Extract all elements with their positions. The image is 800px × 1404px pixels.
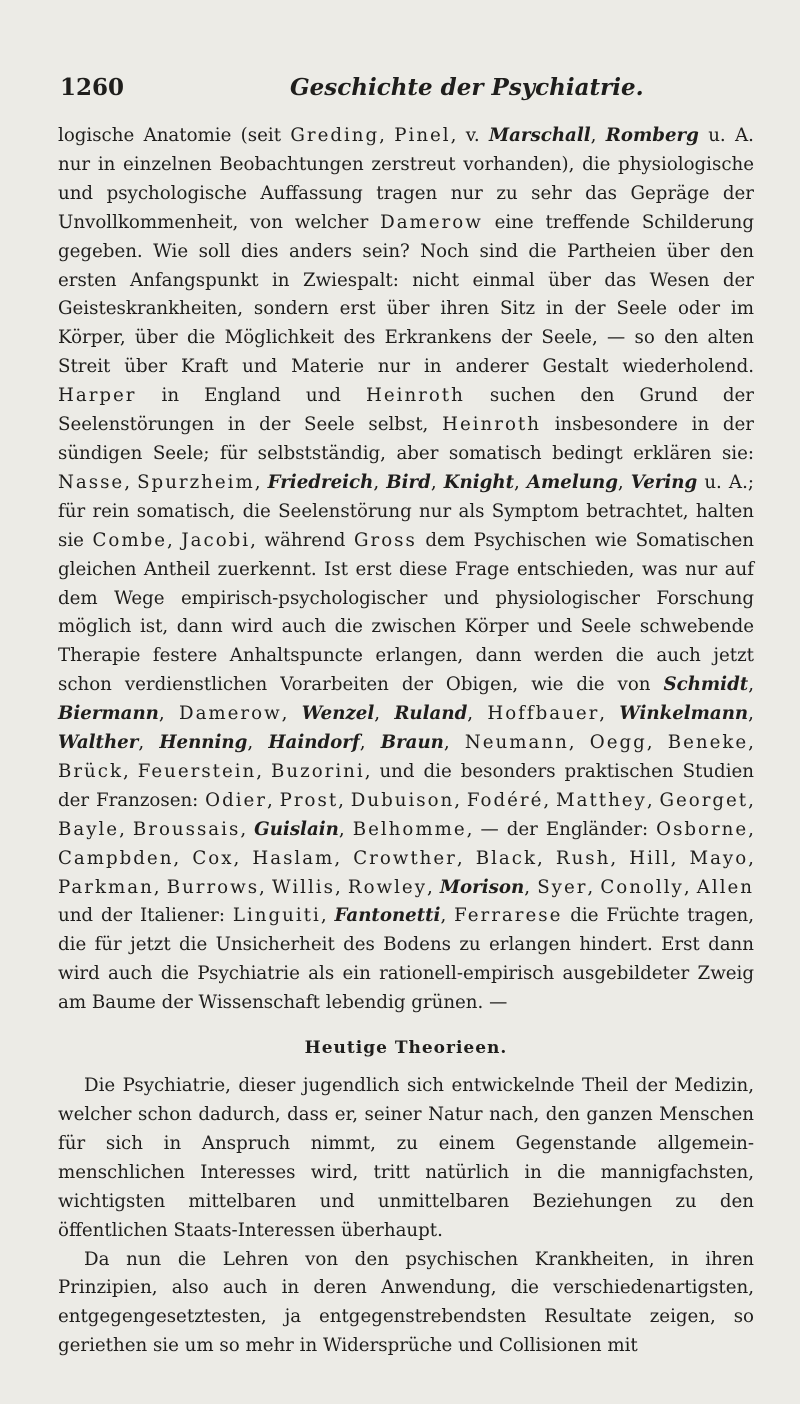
section-heading: Heutige Theorieen.: [304, 1038, 508, 1059]
running-title: Geschichte der Psychiatrie.: [290, 74, 644, 101]
page-number: 1260: [60, 74, 125, 101]
page-header: [58, 74, 754, 122]
paragraph-2: Die Psychiatrie, dieser jugendlich sich entwickelnde Theil der Medizin, welcher schon dadurch, dass er, seiner Natur nach, den ganzen Menschen für sich in Anspruch nimmt, zu einem Gegenstande allgemein-menschlichen Interesses wird, tritt natürlich in die mannigfachsten, wichtigsten mittelbaren und unmittelbaren Beziehungen zu den öffentlichen Staats-Interessen überhaupt.: [58, 1075, 754, 1241]
paragraph-1: logische Anatomie (seit Greding, Pinel, v. Marschall, Romberg u. A. nur in einzelnen Beobachtungen zerstreut vorhanden), die physiologische und psychologische Auffassung tragen nur zu sehr das Gepräge der Unvollkommenheit, von welcher Damerow eine treffende Schilderung gegeben. Wie soll dies anders sein? Noch sind die Partheien über den ersten Anfangspunkt in Zwiespalt: nicht einmal über das Wesen der Geisteskrankheiten, sondern erst über ihren Sitz in der Seele oder im Körper, über die Möglichkeit des Erkrankens der Seele, — so den alten Streit über Kraft und Materie nur in anderer Gestalt wiederholend. Harper in England und Heinroth suchen den Grund der Seelenstörungen in der Seele selbst, Heinroth insbesondere in der sündigen Seele; für selbstständig, aber somatisch bedingt erklären sie: Nasse, Spurzheim, Friedreich, Bird, Knight, Amelung, Vering u. A.; für rein somatisch, die Seelenstörung nur als Symptom betrachtet, halten sie Combe, Jacobi, während Gross dem Psychischen wie Somatischen gleichen Antheil zuerkennt. Ist erst diese Frage entschieden, was nur auf dem Wege empirisch-psychologischer und physiologischer Forschung möglich ist, dann wird auch die zwischen Körper und Seele schwebende Therapie festere Anhaltspuncte erlangen, dann werden die auch jetzt schon verdienstlichen Vorarbeiten der Obigen, wie die von Schmidt, Biermann, Damerow, Wenzel, Ruland, Hoffbauer, Winkelmann, Walther, Henning, Haindorf, Braun, Neumann, Oegg, Beneke, Brück, Feuerstein, Buzorini, und die besonders praktischen Studien der Franzosen: Odier, Prost, Dubuison, Fodéré, Matthey, Georget, Bayle, Broussais, Guislain, Belhomme, — der Engländer: Osborne, Campbden, Cox, Haslam, Crowther, Black, Rush, Hill, Mayo, Parkman, Burrows, Willis, Rowley, Morison, Syer, Conolly, Allen und der Italiener: Linguiti, Fantonetti, Ferrarese die Früchte tragen, die für jetzt die Unsicherheit des Bodens zu erlangen hindert. Erst dann wird auch die Psychiatrie als ein rationell-empirisch ausgebildeter Zweig am Baume der Wissenschaft lebendig grünen. —: [58, 125, 755, 1014]
body-text: [58, 122, 754, 1361]
paragraph-3: Da nun die Lehren von den psychischen Krankheiten, in ihren Prinzipien, also auch in deren Anwendung, die verschiedenartigsten, entgegengesetztesten, ja entgegenstrebendsten Resultate zeigen, so geriethen sie um so mehr in Widersprüche und Collisionen mit: [58, 1248, 754, 1357]
